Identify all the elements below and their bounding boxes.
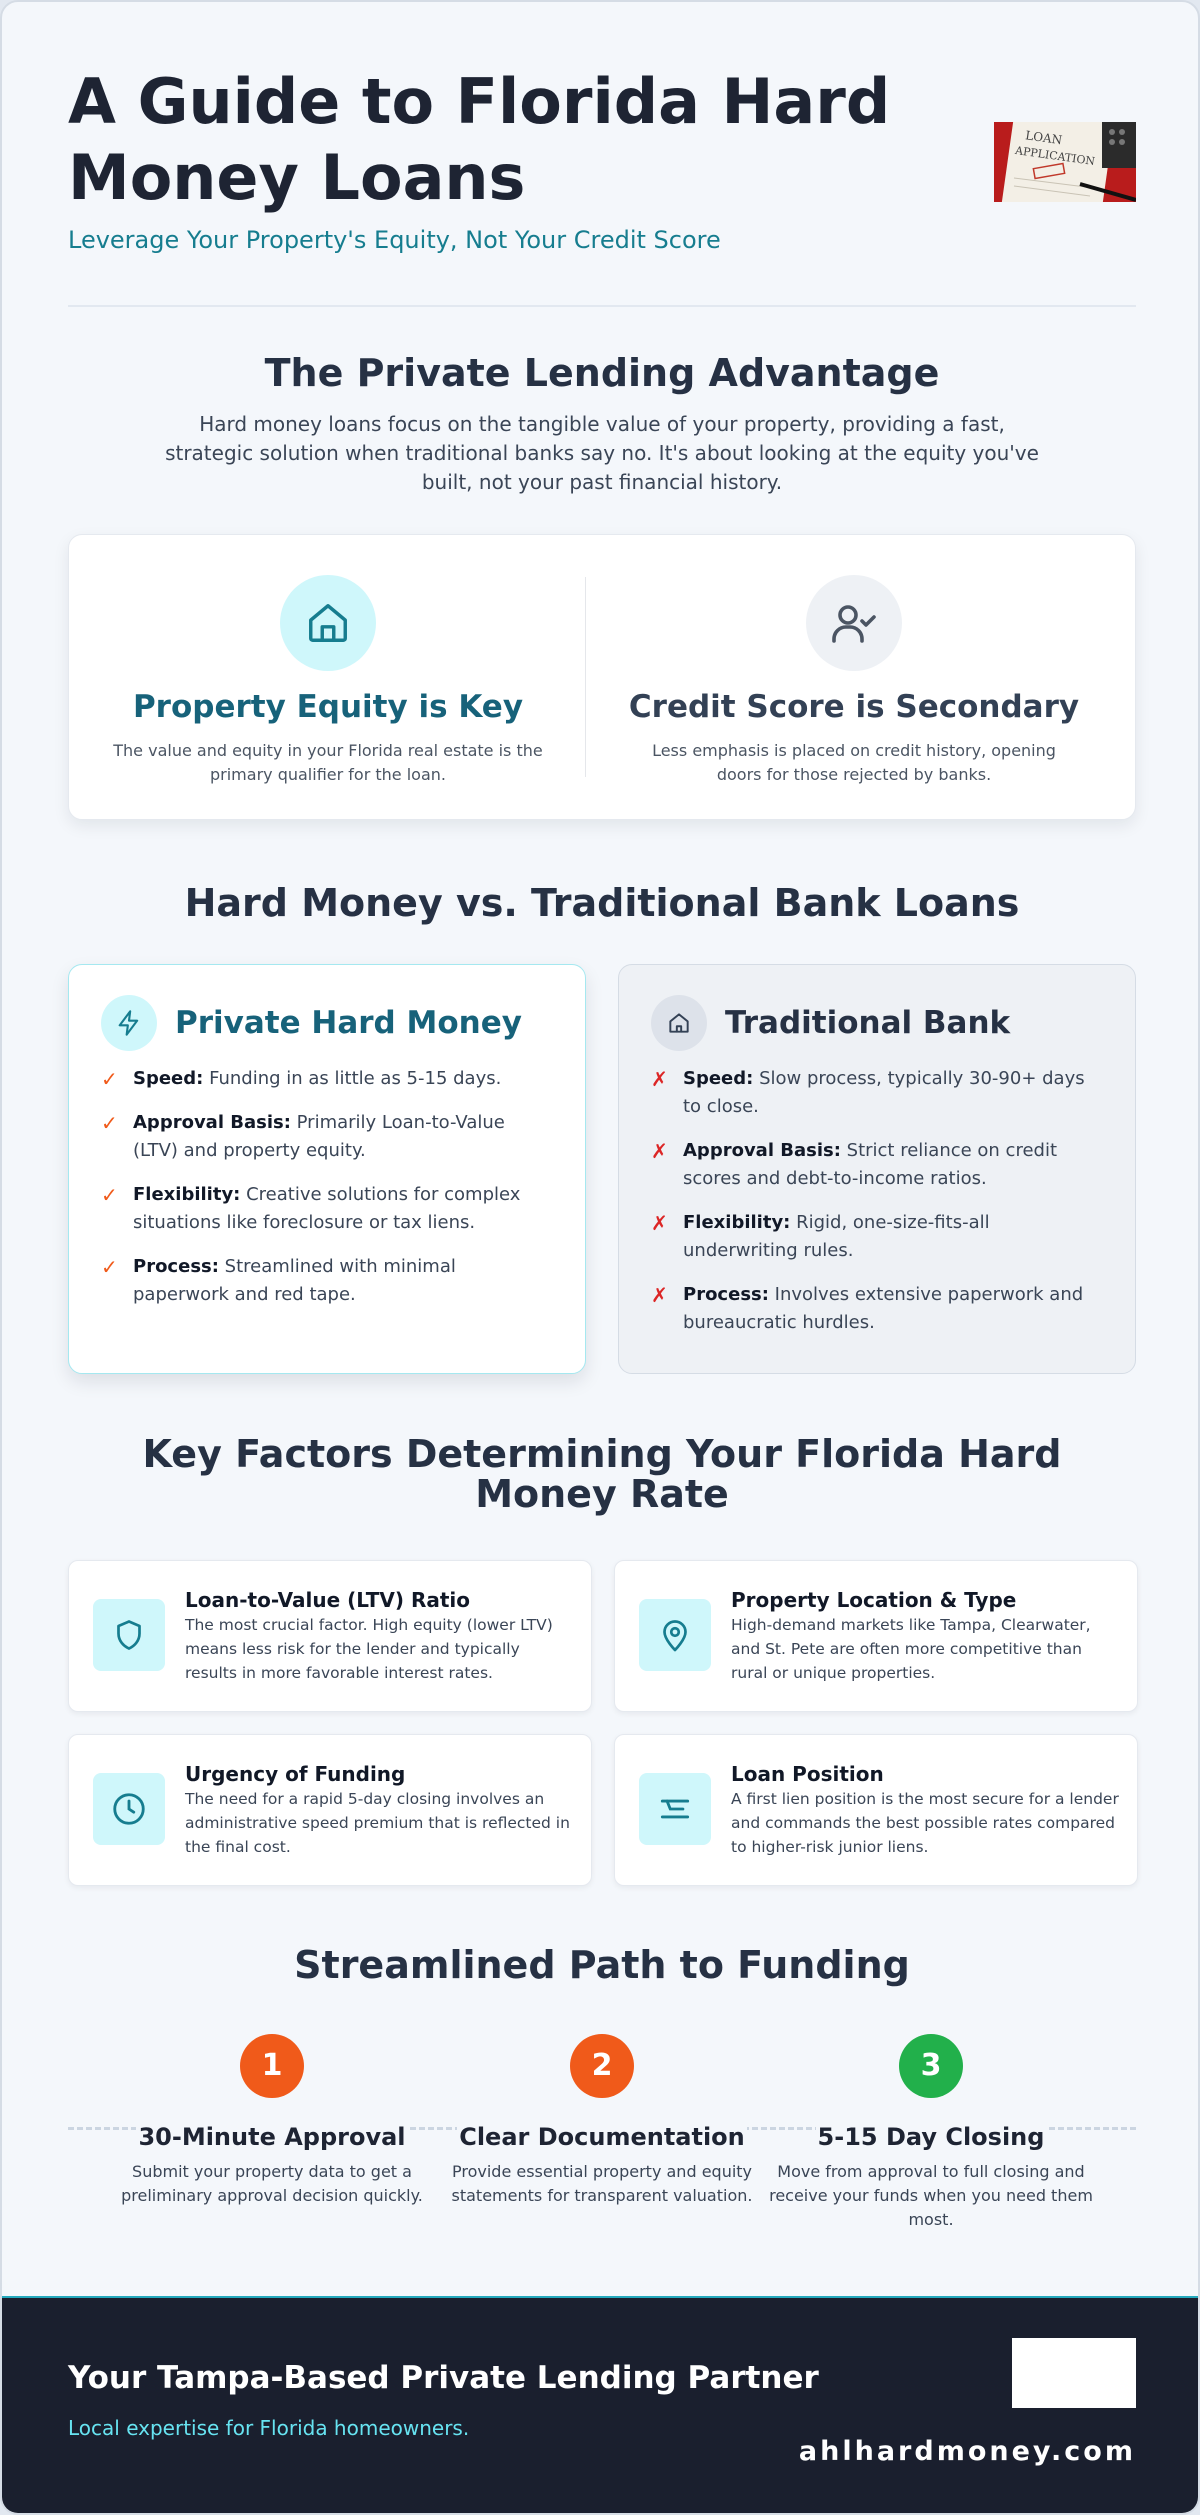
step-title: 5-15 Day Closing <box>817 2123 1045 2151</box>
private-money-card <box>68 964 586 1374</box>
list-item: ✗ Speed: Slow process, typically 30-90+ days to close. <box>651 1067 1085 1117</box>
lightning-icon <box>101 995 157 1051</box>
factors-section-title: Key Factors Determining Your Florida Hard Money Rate <box>142 1432 1062 1516</box>
advantage-intro: Hard money loans focus on the tangible value of your property, providing a fast, strategic solution when traditional banks say no. It's about looking at the equity you've built, not your past financial history. <box>165 412 1039 494</box>
step-text: Submit your property data to get a preliminary approval decision quickly. <box>121 2162 423 2205</box>
factor-card-location <box>614 1560 1138 1712</box>
comparison-section-title: Hard Money vs. Traditional Bank Loans <box>184 881 1020 925</box>
factor-title: Loan Position <box>731 1762 884 1786</box>
factor-card-urgency <box>68 1734 592 1886</box>
traditional-bank-title: Traditional Bank <box>725 1005 1011 1041</box>
footer-logo-placeholder <box>1012 2338 1136 2408</box>
list-item: ✓ Process: Streamlined with minimal paperwork and red tape. <box>101 1255 456 1305</box>
check-icon: ✓ <box>101 1183 118 1207</box>
list-item: ✗ Process: Involves extensive paperwork and bureaucratic hurdles. <box>651 1283 1084 1333</box>
step-2 <box>437 2034 767 2208</box>
cross-icon: ✗ <box>651 1283 668 1307</box>
factor-title: Urgency of Funding <box>185 1762 406 1786</box>
list-item: ✗ Approval Basis: Strict reliance on credit scores and debt-to-income ratios. <box>651 1139 1058 1189</box>
step-text: Move from approval to full closing and receive your funds when you need them most. <box>769 2162 1093 2229</box>
step-number: 1 <box>240 2034 304 2098</box>
cross-icon: ✗ <box>651 1067 668 1091</box>
factor-title: Property Location & Type <box>731 1588 1017 1612</box>
map-pin-icon <box>639 1599 711 1671</box>
advantage-credit-text: Less emphasis is placed on credit history, opening doors for those rejected by banks. <box>652 741 1056 784</box>
factor-text: A first lien position is the most secure for a lender and commands the best possible rates compared to higher-risk junior liens. <box>731 1790 1119 1856</box>
footer-title: Your Tampa-Based Private Lending Partner <box>68 2360 819 2396</box>
footer-subtitle: Local expertise for Florida homeowners. <box>68 2416 470 2440</box>
footer <box>2 2296 1200 2515</box>
step-3 <box>766 2034 1096 2232</box>
advantage-divider <box>585 577 586 777</box>
website-link[interactable]: ahlhardmoney.com <box>798 2436 1136 2467</box>
svg-text:LOAN: LOAN <box>1024 128 1064 148</box>
header-divider <box>68 305 1136 307</box>
traditional-bank-list <box>651 1065 1103 1337</box>
check-icon: ✓ <box>101 1067 118 1091</box>
list-item: ✓ Approval Basis: Primarily Loan-to-Value (LTV) and property equity. <box>101 1111 505 1161</box>
step-text: Provide essential property and equity statements for transparent valuation. <box>451 2162 753 2205</box>
user-check-icon <box>806 575 902 671</box>
advantage-equity-text: The value and equity in your Florida real estate is the primary qualifier for the loan. <box>113 741 543 784</box>
advantage-equity-title: Property Equity is Key <box>132 689 524 725</box>
advantage-section-title: The Private Lending Advantage <box>264 351 940 395</box>
step-title: 30-Minute Approval <box>138 2123 406 2151</box>
step-1 <box>107 2034 437 2208</box>
advantage-card <box>68 534 1136 820</box>
bank-icon <box>651 995 707 1051</box>
step-number: 3 <box>899 2034 963 2098</box>
list-item: ✓ Flexibility: Creative solutions for complex situations like foreclosure or tax liens. <box>101 1183 521 1233</box>
advantage-equity <box>93 575 563 787</box>
step-title: Clear Documentation <box>459 2123 745 2151</box>
check-icon: ✓ <box>101 1255 118 1279</box>
traditional-bank-card <box>618 964 1136 1374</box>
cross-icon: ✗ <box>651 1211 668 1235</box>
check-icon: ✓ <box>101 1111 118 1135</box>
private-money-list <box>101 1065 553 1309</box>
advantage-credit <box>619 575 1089 787</box>
shield-icon <box>93 1599 165 1671</box>
factor-card-ltv <box>68 1560 592 1712</box>
factor-title: Loan-to-Value (LTV) Ratio <box>185 1588 471 1612</box>
step-number: 2 <box>570 2034 634 2098</box>
page-subtitle: Leverage Your Property's Equity, Not Your Credit Score <box>68 226 721 254</box>
factor-card-position <box>614 1734 1138 1886</box>
layers-icon <box>639 1773 711 1845</box>
advantage-credit-title: Credit Score is Secondary <box>628 689 1080 725</box>
factor-text: The most crucial factor. High equity (lower LTV) means less risk for the lender and typically results in more favorable interest rates. <box>185 1616 553 1682</box>
factor-text: The need for a rapid 5-day closing involves an administrative speed premium that is reflected in the final cost. <box>185 1790 570 1856</box>
factor-text: High-demand markets like Tampa, Clearwater, and St. Pete are often more competitive than rural or unique properties. <box>731 1616 1091 1682</box>
list-item: ✓ Speed: Funding in as little as 5-15 days. <box>101 1067 502 1091</box>
clock-icon <box>93 1773 165 1845</box>
list-item: ✗ Flexibility: Rigid, one-size-fits-all underwriting rules. <box>651 1211 990 1261</box>
house-icon <box>280 575 376 671</box>
loan-application-image <box>994 122 1136 202</box>
steps-section-title: Streamlined Path to Funding <box>294 1943 910 1987</box>
cross-icon: ✗ <box>651 1139 668 1163</box>
page-title: A Guide to Florida Hard Money Loans <box>68 65 891 214</box>
svg-text:APPLICATION: APPLICATION <box>1014 143 1096 169</box>
private-money-title: Private Hard Money <box>175 1005 522 1041</box>
